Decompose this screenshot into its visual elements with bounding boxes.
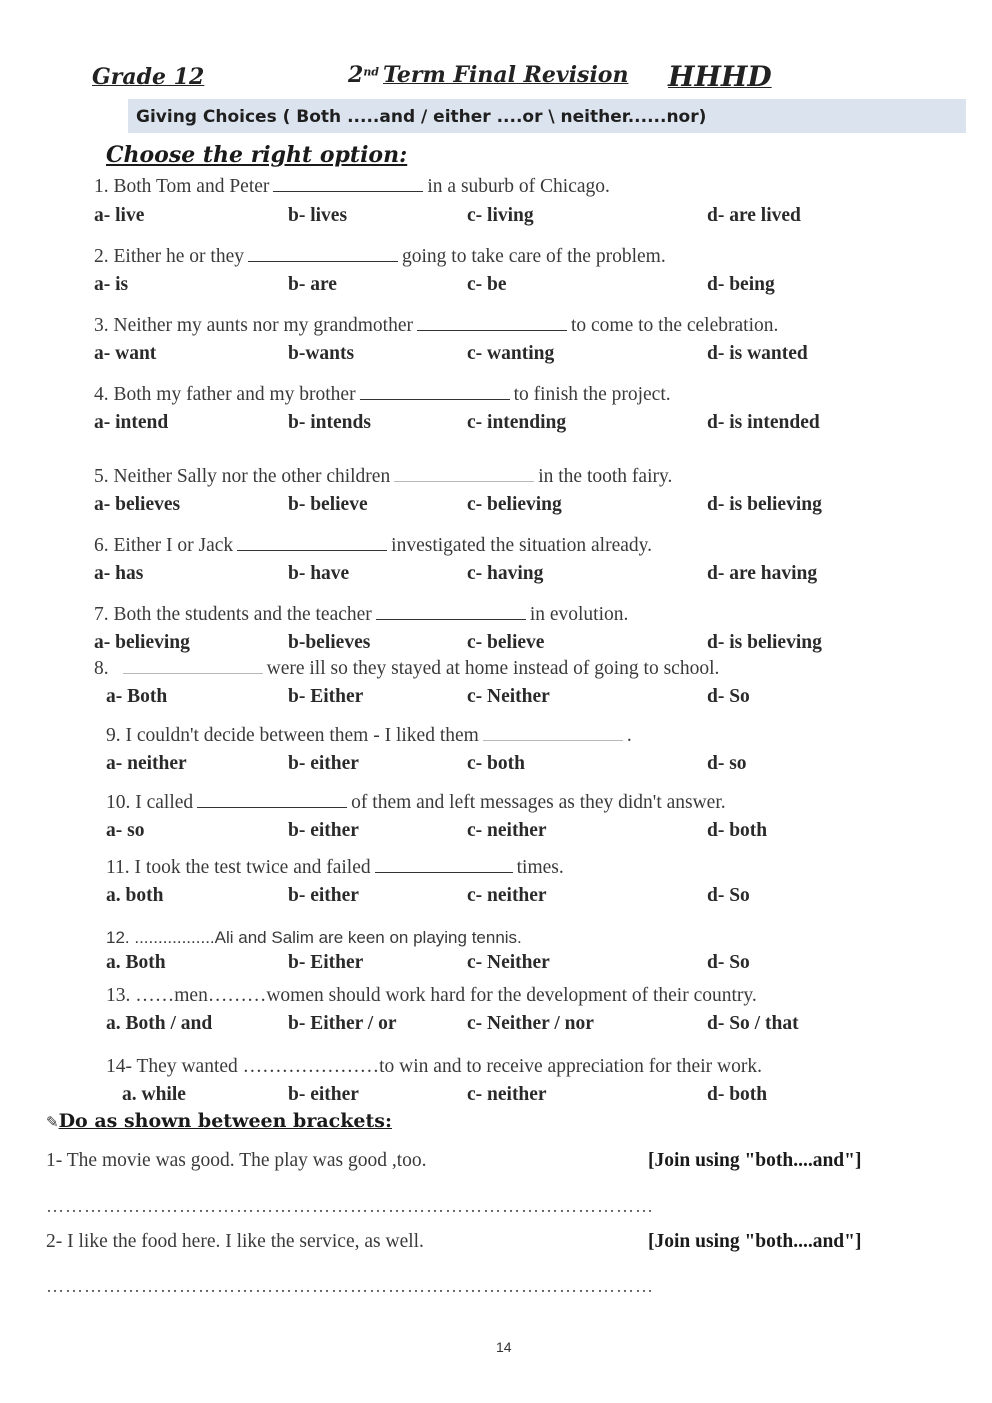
option-c[interactable]: c- neither	[467, 1084, 547, 1105]
option-b[interactable]: b- either	[288, 1084, 359, 1105]
option-c[interactable]: c- believe	[467, 632, 545, 653]
option-a[interactable]: a. both	[106, 885, 164, 906]
question-post: of them and left messages as they didn't answer.	[351, 792, 726, 813]
term-superscript: nd	[363, 65, 380, 79]
option-d[interactable]: d- are lived	[707, 205, 801, 226]
option-c[interactable]: c- neither	[467, 885, 547, 906]
question-post: in evolution.	[529, 604, 629, 625]
question-pre: 1. Both Tom and Peter	[94, 176, 270, 197]
option-a[interactable]: a- is	[94, 274, 129, 295]
option-d[interactable]: d- is believing	[707, 494, 822, 515]
question-pre: 6. Either I or Jack	[94, 535, 234, 556]
question-5-text	[94, 466, 672, 488]
question-9-text	[106, 725, 632, 747]
transform-item-1-instruction: [Join using "both....and"]	[648, 1150, 862, 1171]
option-a[interactable]: a- want	[94, 343, 157, 364]
question-4-text	[94, 384, 671, 406]
grade-label: Grade 12	[92, 64, 205, 90]
option-a[interactable]: a. Both / and	[106, 1013, 213, 1034]
option-b[interactable]: b- believe	[288, 494, 368, 515]
instruction-heading: Choose the right option:	[106, 142, 408, 168]
answer-blank[interactable]	[376, 605, 526, 620]
section2-heading	[46, 1110, 392, 1132]
option-b[interactable]: b- Either	[288, 952, 364, 973]
question-post: in a suburb of Chicago.	[427, 176, 610, 197]
question-pre: 2. Either he or they	[94, 246, 244, 267]
question-pre: 7. Both the students and the teacher	[94, 604, 372, 625]
option-c[interactable]: c- having	[467, 563, 544, 584]
question-post: in the tooth fairy.	[538, 466, 673, 487]
option-b[interactable]: b- lives	[288, 205, 348, 226]
term-text: Term Final Revision	[383, 62, 629, 88]
option-c[interactable]: c- believing	[467, 494, 562, 515]
option-c[interactable]: c- Neither / nor	[467, 1013, 594, 1034]
header-code: HHHD	[668, 60, 772, 93]
page-number: 14	[496, 1339, 512, 1355]
option-b[interactable]: b- either	[288, 820, 359, 841]
option-b[interactable]: b- either	[288, 753, 359, 774]
question-post: were ill so they stayed at home instead of going to school.	[266, 658, 720, 679]
question-post: .	[626, 725, 632, 746]
question-8-text	[94, 658, 719, 680]
answer-blank[interactable]	[483, 726, 623, 741]
option-c[interactable]: c- both	[467, 753, 525, 774]
option-b[interactable]: b- either	[288, 885, 359, 906]
answer-blank[interactable]	[237, 536, 387, 551]
option-d[interactable]: d- is intended	[707, 412, 820, 433]
answer-blank[interactable]	[360, 385, 510, 400]
option-b[interactable]: b- Either / or	[288, 1013, 397, 1034]
option-c[interactable]: c- wanting	[467, 343, 555, 364]
question-14-text: 14- They wanted …………………to win and to receive appreciation for their work.	[106, 1056, 762, 1077]
question-12-text: 12. .................Ali and Salim are keen on playing tennis.	[106, 928, 522, 947]
question-post: times.	[516, 857, 564, 878]
question-11-text	[106, 857, 564, 879]
question-1-text	[94, 176, 610, 198]
option-a[interactable]: a- intend	[94, 412, 169, 433]
answer-blank[interactable]	[273, 177, 423, 192]
answer-blank[interactable]	[394, 467, 534, 482]
question-10-text	[106, 792, 726, 814]
question-6-text	[94, 535, 652, 557]
option-b[interactable]: b- intends	[288, 412, 371, 433]
option-d[interactable]: d- So	[707, 885, 750, 906]
option-d[interactable]: d- So	[707, 952, 750, 973]
option-a[interactable]: a- neither	[106, 753, 187, 774]
question-post: to finish the project.	[513, 384, 671, 405]
option-c[interactable]: c- neither	[467, 820, 547, 841]
option-c[interactable]: c- be	[467, 274, 507, 295]
option-d[interactable]: d- So	[707, 686, 750, 707]
question-pre: 4. Both my father and my brother	[94, 384, 356, 405]
question-13-text: 13. ……men………women should work hard for the development of their country.	[106, 985, 757, 1006]
option-a[interactable]: a- has	[94, 563, 144, 584]
option-c[interactable]: c- Neither	[467, 686, 550, 707]
transform-item-2-instruction: [Join using "both....and"]	[648, 1231, 862, 1252]
question-pre: 9. I couldn't decide between them - I liked them	[106, 725, 479, 746]
option-a[interactable]: a- live	[94, 205, 145, 226]
question-pre: 10. I called	[106, 792, 194, 813]
question-post: to come to the celebration.	[570, 315, 779, 336]
transform-item-2-text: 2- I like the food here. I like the service, as well.	[46, 1231, 424, 1252]
answer-line-2[interactable]: ……………………………………………………………………………………	[46, 1276, 654, 1296]
section2-title: Do as shown between brackets:	[58, 1110, 392, 1132]
option-d[interactable]: d- being	[707, 274, 775, 295]
option-a[interactable]: a- Both	[106, 686, 168, 707]
question-7-text	[94, 604, 628, 626]
option-a[interactable]: a. Both	[106, 952, 166, 973]
question-3-text	[94, 315, 778, 337]
option-b[interactable]: b-believes	[288, 632, 371, 653]
option-b[interactable]: b-wants	[288, 343, 355, 364]
question-pre: 11. I took the test twice and failed	[106, 857, 371, 878]
option-d[interactable]: d- So / that	[707, 1013, 799, 1034]
question-post: going to take care of the problem.	[402, 246, 666, 267]
option-d[interactable]: d- is believing	[707, 632, 822, 653]
option-c[interactable]: c- living	[467, 205, 534, 226]
option-d[interactable]: d- is wanted	[707, 343, 808, 364]
answer-blank[interactable]	[375, 858, 513, 873]
option-b[interactable]: b- are	[288, 274, 337, 295]
term-number: 2	[348, 62, 364, 88]
answer-blank[interactable]	[197, 793, 347, 808]
question-pre: 5. Neither Sally nor the other children	[94, 466, 391, 487]
option-a[interactable]: a- so	[106, 820, 145, 841]
option-a[interactable]: a- believes	[94, 494, 181, 515]
option-a[interactable]: a- believing	[94, 632, 190, 653]
scissors-icon: ✎	[46, 1115, 59, 1131]
option-b[interactable]: b- have	[288, 563, 350, 584]
option-d[interactable]: d- so	[707, 753, 747, 774]
option-a[interactable]: a. while	[122, 1084, 186, 1105]
question-pre: 3. Neither my aunts nor my grandmother	[94, 315, 413, 336]
question-pre: 8.	[94, 658, 109, 679]
option-b[interactable]: b- Either	[288, 686, 364, 707]
answer-blank[interactable]	[123, 659, 263, 674]
transform-item-1-text: 1- The movie was good. The play was good ,too.	[46, 1150, 427, 1171]
topic-title: Giving Choices ( Both .....and / either ....or \ neither......nor)	[136, 107, 707, 127]
answer-blank[interactable]	[248, 247, 398, 262]
option-d[interactable]: d- both	[707, 820, 768, 841]
answer-line-1[interactable]: ……………………………………………………………………………………	[46, 1196, 654, 1216]
question-post: investigated the situation already.	[391, 535, 652, 556]
option-d[interactable]: d- both	[707, 1084, 768, 1105]
question-2-text	[94, 246, 666, 268]
answer-blank[interactable]	[417, 316, 567, 331]
option-c[interactable]: c- Neither	[467, 952, 550, 973]
term-title	[348, 62, 628, 88]
option-d[interactable]: d- are having	[707, 563, 818, 584]
option-c[interactable]: c- intending	[467, 412, 567, 433]
